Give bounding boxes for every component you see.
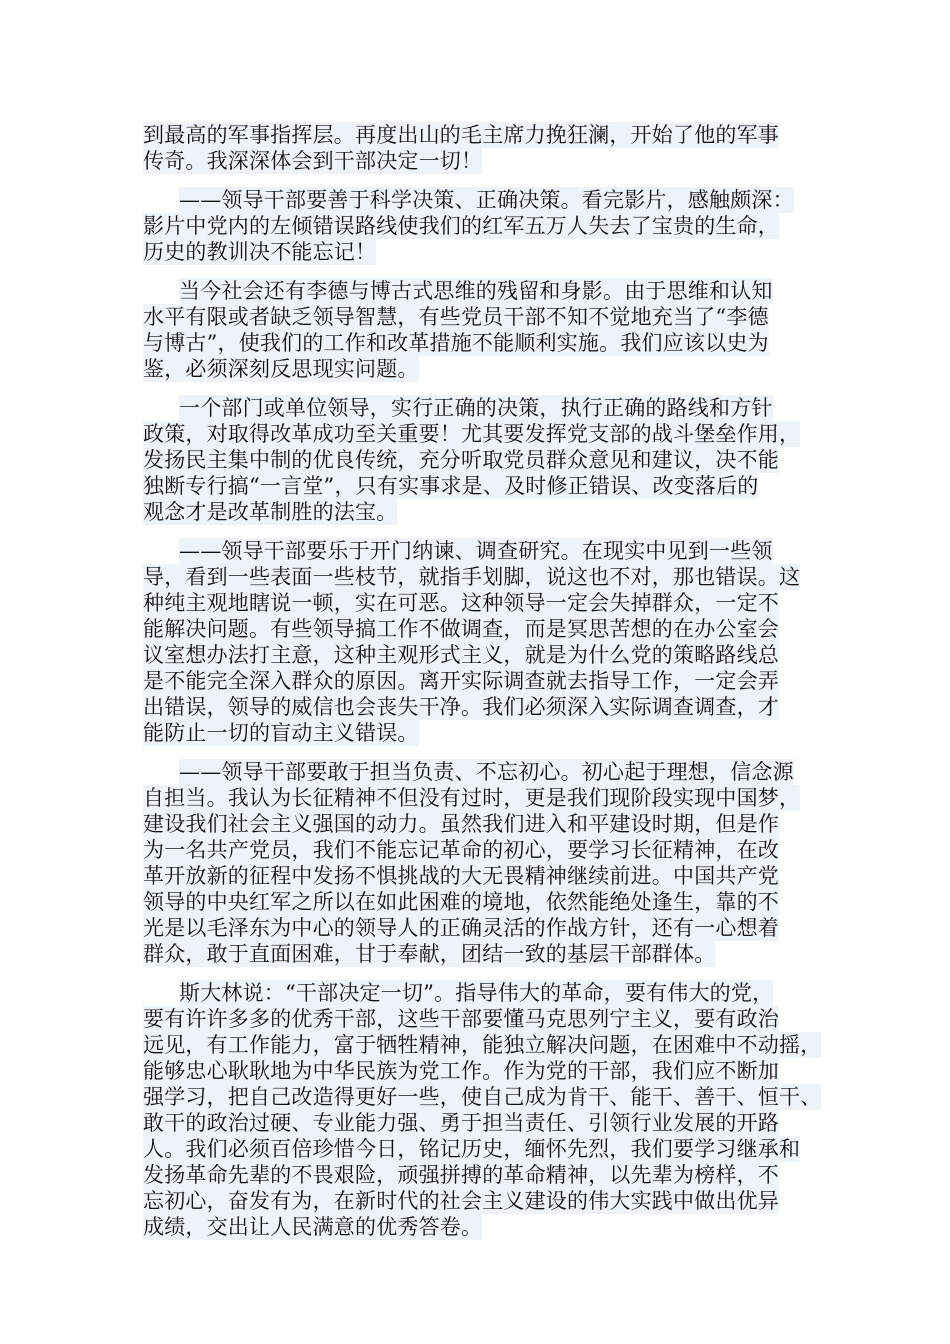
text-line-content: 发扬革命先辈的不畏艰险，顽强拼搏的革命精神，以先辈为榜样，不 <box>143 1163 779 1187</box>
text-line-content: 要有许许多多的优秀干部，这些干部要懂马克思列宁主义，要有政治 <box>143 1007 779 1031</box>
text-line-content: 种纯主观地瞎说一顿，实在可恶。这种领导一定会失掉群众，一定不 <box>143 591 779 615</box>
text-line <box>143 837 811 863</box>
text-line-content: 远见，有工作能力，富于牺牲精神，能独立解决问题，在困难中不动摇， <box>143 1033 822 1057</box>
paragraph <box>143 187 811 265</box>
text-line <box>143 694 811 720</box>
text-line-content: ——领导干部要乐于开门纳谏、调查研究。在现实中见到一些领 <box>179 539 773 563</box>
text-line <box>143 889 811 915</box>
text-line-content: 水平有限或者缺乏领导智慧，有些党员干部不知不觉地充当了“李德 <box>143 305 769 329</box>
paragraph <box>143 759 811 967</box>
text-line-content: 能解决问题。有些领导搞工作不做调查，而是冥思苦想的在办公室会 <box>143 617 779 641</box>
text-line <box>143 330 811 356</box>
text-line-content: 一个部门或单位领导，实行正确的决策，执行正确的路线和方针 <box>179 396 773 420</box>
text-line <box>143 811 811 837</box>
text-line <box>143 473 811 499</box>
text-line <box>143 863 811 889</box>
paragraph <box>143 980 822 1240</box>
text-line <box>143 356 811 382</box>
text-line <box>143 564 811 590</box>
text-line-content: 强学习，把自己改造得更好一些，使自己成为肯干、能干、善干、恒干、 <box>143 1085 822 1109</box>
text-line-content: 议室想办法打主意，这种主观形式主义，就是为什么党的策略路线总 <box>143 643 779 667</box>
text-line-content: 观念才是改革制胜的法宝。 <box>143 500 398 524</box>
text-line-content: 为一名共产党员，我们不能忘记革命的初心，要学习长征精神，在改 <box>143 838 779 862</box>
text-line-content: 自担当。我认为长征精神不但没有过时，更是我们现阶段实现中国梦， <box>143 786 801 810</box>
text-line <box>143 1058 811 1084</box>
text-line <box>143 785 811 811</box>
text-line <box>143 668 811 694</box>
text-line <box>143 1032 822 1058</box>
text-line <box>143 304 811 330</box>
text-line <box>143 1214 811 1240</box>
text-line <box>143 148 811 174</box>
text-line <box>143 187 811 213</box>
text-line-content: 独断专行搞“一言堂”，只有实事求是、及时修正错误、改变落后的 <box>143 474 759 498</box>
text-line <box>143 915 811 941</box>
text-line <box>143 1006 811 1032</box>
text-line-content: 传奇。我深深体会到干部决定一切！ <box>143 149 483 173</box>
text-line-content: 领导的中央红军之所以在如此困难的境地，依然能绝处逢生，靠的不 <box>143 890 779 914</box>
text-line <box>143 395 811 421</box>
text-line-content: 敢干的政治过硬、专业能力强、勇于担当责任、引领行业发展的开路 <box>143 1111 779 1135</box>
text-line <box>143 1110 811 1136</box>
text-line-content: 光是以毛泽东为中心的领导人的正确灵活的作战方针，还有一心想着 <box>143 916 779 940</box>
text-line-content: 能够忠心耿耿地为中华民族为党工作。作为党的干部，我们应不断加 <box>143 1059 779 1083</box>
text-line <box>143 213 811 239</box>
text-line <box>143 1136 811 1162</box>
text-line-content: 群众，敢于直面困难，甘于奉献，团结一致的基层干部群体。 <box>143 942 716 966</box>
text-line <box>143 239 811 265</box>
text-line <box>143 278 811 304</box>
paragraph <box>143 122 811 174</box>
text-line-content: 人。我们必须百倍珍惜今日，铭记历史，缅怀先烈，我们要学习继承和 <box>143 1137 801 1161</box>
text-line <box>143 1084 822 1110</box>
text-line <box>143 421 811 447</box>
text-line-content: 导，看到一些表面一些枝节，就指手划脚，说这也不对，那也错误。这 <box>143 565 801 589</box>
text-line-content: 成绩，交出让人民满意的优秀答卷。 <box>143 1215 483 1239</box>
paragraph <box>143 278 811 382</box>
text-line <box>143 122 811 148</box>
document-body <box>143 122 822 1253</box>
text-line <box>143 980 811 1006</box>
paragraph <box>143 538 811 746</box>
text-line-content: 是不能完全深入群众的原因。离开实际调查就去指导工作，一定会弄 <box>143 669 779 693</box>
text-line <box>143 941 811 967</box>
text-line-content: 出错误，领导的威信也会丧失干净。我们必须深入实际调查调查，才 <box>143 695 779 719</box>
text-line-content: 革开放新的征程中发扬不惧挑战的大无畏精神继续前进。中国共产党 <box>143 864 779 888</box>
text-line-content: 能防止一切的盲动主义错误。 <box>143 721 419 745</box>
paragraph <box>143 395 811 525</box>
text-line-content: 建设我们社会主义强国的动力。虽然我们进入和平建设时期，但是作 <box>143 812 779 836</box>
text-line-content: 与博古”，使我们的工作和改革措施不能顺利实施。我们应该以史为 <box>143 331 769 355</box>
text-line <box>143 759 811 785</box>
text-line <box>143 538 811 564</box>
text-line <box>143 499 811 525</box>
text-line-content: 当今社会还有李德与博古式思维的残留和身影。由于思维和认知 <box>179 279 773 303</box>
text-line-content: 政策，对取得改革成功至关重要！尤其要发挥党支部的战斗堡垒作用， <box>143 422 801 446</box>
text-line <box>143 1162 811 1188</box>
text-line <box>143 1188 811 1214</box>
text-line-content: 影片中党内的左倾错误路线使我们的红军五万人失去了宝贵的生命， <box>143 214 779 238</box>
text-line-content: ——领导干部要敢于担当负责、不忘初心。初心起于理想，信念源 <box>179 760 794 784</box>
text-line <box>143 720 811 746</box>
text-line-content: 发扬民主集中制的优良传统，充分听取党员群众意见和建议，决不能 <box>143 448 779 472</box>
text-line-content: 鉴，必须深刻反思现实问题。 <box>143 357 419 381</box>
text-line <box>143 447 811 473</box>
text-line-content: ——领导干部要善于科学决策、正确决策。看完影片，感触颇深： <box>179 188 794 212</box>
text-line-content: 到最高的军事指挥层。再度出山的毛主席力挽狂澜，开始了他的军事 <box>143 123 779 147</box>
text-line-content: 历史的教训决不能忘记！ <box>143 240 377 264</box>
text-line <box>143 642 811 668</box>
text-line <box>143 590 811 616</box>
text-line-content: 忘初心，奋发有为，在新时代的社会主义建设的伟大实践中做出优异 <box>143 1189 779 1213</box>
text-line-content: 斯大林说：“干部决定一切”。指导伟大的革命，要有伟大的党， <box>179 981 774 1005</box>
text-line <box>143 616 811 642</box>
